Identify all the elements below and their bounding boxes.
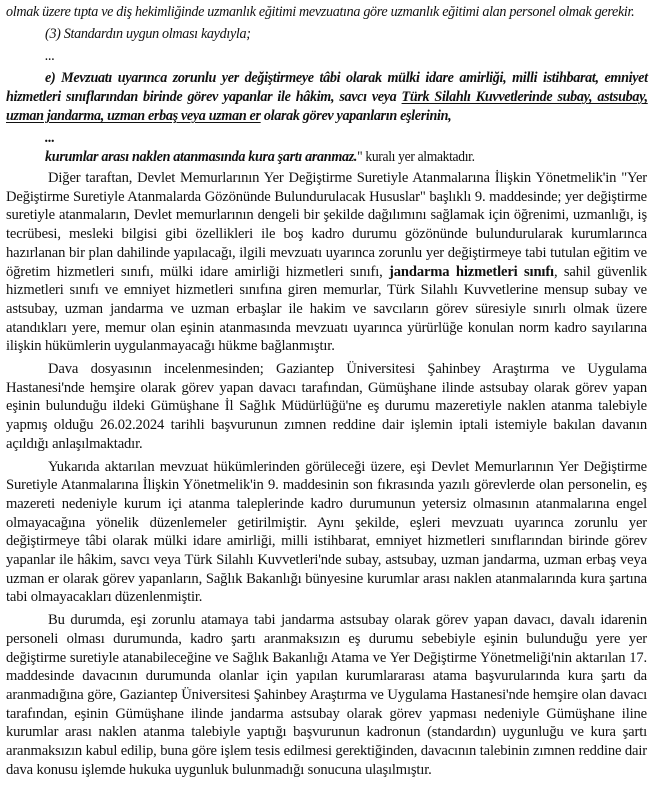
closing-rest: " kuralı yer almaktadır. — [357, 149, 475, 165]
quote-clause-e — [6, 68, 648, 125]
body-text — [6, 169, 647, 780]
quote-closing — [6, 147, 648, 167]
quote-line-1: olmak üzere tıpta ve diş hekimliğinde uzmanlık eğitimi mevzuatına göre uzmanlık eğitimi alan personel olmak gerekir. — [6, 3, 635, 20]
paragraph-1 — [6, 169, 647, 356]
paragraph-1-text-b: , sahil güvenlik hizmetleri sınıfı ve emniyet hizmetleri sınıfına giren memurlar, Türk Silahlı Kuvvetlerine mensup subay ve astsubay, uzman jandarma ve uzman erbaşlar ile hakim ve savcıların görev süresiyle sınırlı olmak üzere atandıkları yere, memur olan eşinin atanmasında mevzuatı uyarınca yürürlüğe konulan norm kadro sayılarına ilişkin hükümlerin uygulanmayacağı hükme bağlanmıştır. — [6, 263, 647, 355]
paragraph-3: Yukarıda aktarılan mevzuat hükümlerinden görüleceği üzere, eşi Devlet Memurlarının Yer Değiştirme Suretiyle Atanmalarına İlişkin Yönetmelik'in 9. maddesinin son fıkrasında yazılı görevlerde olan personelin, eş mazereti nedeniyle kurum içi atanma taleplerinde kadro durumunun yetersiz olmasının atanmalarına engel olmayacağına yönelik düzenlemeler getirilmiştir. Aynı şekilde, eşleri mevzuatı uyarınca zorunlu yer değiştirmeye tâbi olarak mülki idare amirliği, milli istihbarat, emniyet hizmetleri sınıflarından birinde görev yapanlar ile hâkim, savcı veya Türk Silahlı Kuvvetleri'nde subay, astsubay, uzman jandarma, uzman erbaş veya uzman er olarak görev yapanların, Sağlık Bakanlığı bünyesine kurumlar arası naklen atanmalarında kura şartına tabi olmayacakları düzenlenmiştir. — [6, 458, 647, 606]
paragraph-1-bold: jandarma hizmetleri sınıfı — [389, 263, 554, 280]
closing-bold: kurumlar arası naklen atanmasında kura şartı aranmaz. — [45, 148, 358, 165]
ellipsis-2-text: ... — [45, 129, 55, 146]
paragraph-4: Bu durumda, eşi zorunlu atamaya tabi jandarma astsubay olarak görev yapan davacı, davalı idarenin personeli olması durumunda, kadro şartı aranmaksızın eş durumu sebebiyle eşinin bulunduğu yere yer değiştirme suretiyle atanabileceğine ve Sağlık Bakanlığı Atama ve Yer Değiştirme Yönetmeliği'nin aktarılan 17. maddesinde davacının durumunda olanlar için yapılan kurumlararası atama başvurularında kura şartı da aranmadığına göre, Gaziantep Üniversitesi Şahinbey Araştırma ve Uygulama Hastanesi'nde hemşire olan davacı tarafından, eşinin Gümüşhane ilinde jandarma astsubay olarak görev yapması nedeniyle Gümüşhane iline kurumlar arası naklen atanma talebiyle yaptığı başvurunun kadronun (standardın) uygunluğu ve kura şartı aranmaksızın kabul edilip, buna göre işlem tesis edilmesi gerektiğinden, davacının talebinin zımnen reddine dair dava konusu işlemde hukuka uygunluk bulunmadığı sonucuna ulaşılmıştır. — [6, 612, 647, 778]
paragraph-1-text-a: Diğer taraftan, Devlet Memurlarının Yer Değiştirme Suretiyle Atanmalarına İlişkin Yönetmelik'in "Yer Değiştirme Suretiyle Atanmalarda Gözönünde Bulundurulacak Hususlar" başlıklı 9. maddesinde; yer değiştirme suretiyle atanmaların, Devlet memurlarının dengeli bir şekilde dağılımını sağlamak için öğrenimi, uzmanlığı, iş tecrübesi, mesleki bilgisi gibi özellikleri ile boş kadro durumu gözönünde bulundurularak kurumlarınca hazırlanan bir plan dahilinde yapılacağı, ilgili mevzuatı uyarınca zorunlu yer değiştirmeye tabi tutulan eğitim ve öğretim hizmetleri sınıfı, mülki idare amirliği hizmetleri sınıfı, — [6, 170, 647, 280]
clause-e-text-2: olarak görev yapanların eşlerinin, — [260, 107, 452, 124]
quote-clause-3: (3) Standardın uygun olması kaydıyla; — [45, 25, 251, 42]
clause-e-text-1: e) Mevzuatı uyarınca zorunlu yer değiştirmeye tâbi olarak mülki idare amirliği, milli istihbarat, emniyet hizmetleri sınıflarından birinde görev yapanlar ile hâkim, savcı veya — [6, 69, 648, 105]
quote-ellipsis-1: ... — [45, 47, 55, 64]
paragraph-2: Dava dosyasının incelenmesinden; Gaziantep Üniversitesi Şahinbey Araştırma ve Uygulama Hastanesi'nde hemşire olarak görev yapan davacı tarafından, Gümüşhane ilinde astsubay olarak görev yapan eşinin bulunduğu ildeki Gümüşhane İl Sağlık Müdürlüğü'ne eş durumu mazeretiyle naklen atanma talebiyle yapmış olduğu 26.02.2024 tarihli başvurunun zımnen reddine dair işlemin iptali istemiyle bakılan davanın açıldığı anlaşılmaktadır. — [6, 361, 647, 452]
clause-e-underlined: Türk Silahlı Kuvvetlerinde subay, astsubay, uzman jandarma, uzman erbaş veya uzman er — [6, 88, 648, 124]
quoted-regulation — [6, 2, 648, 167]
quote-ellipsis-2 — [6, 128, 648, 147]
